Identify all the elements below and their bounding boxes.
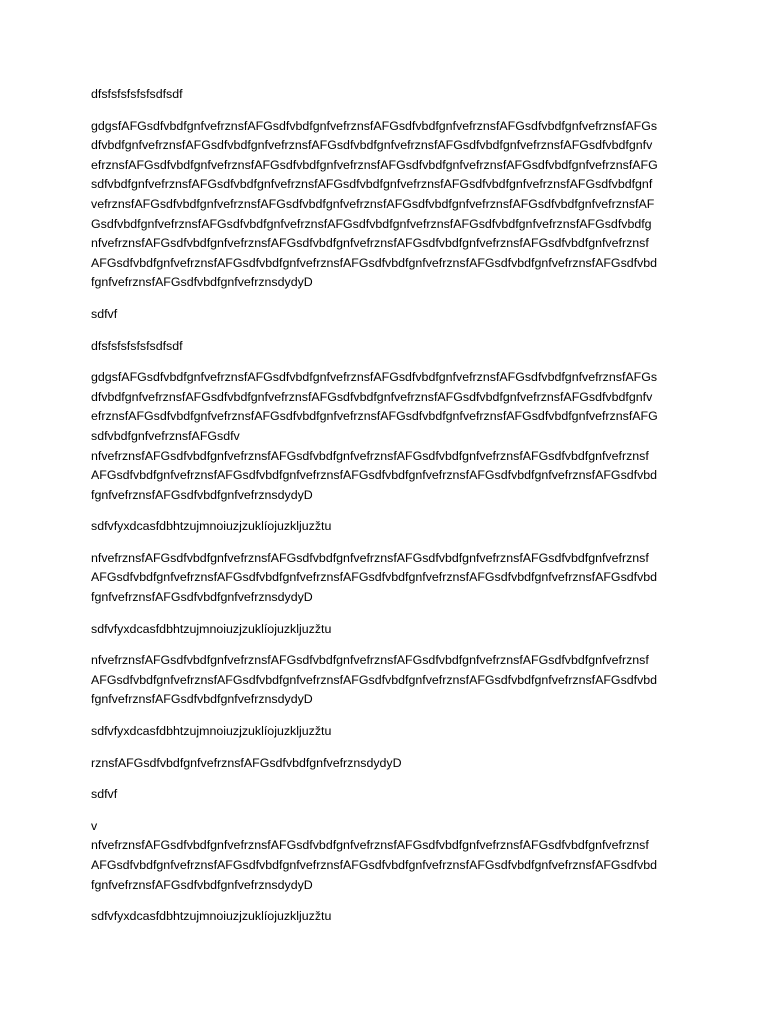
paragraph-line: nfvefrznsfAFGsdfvbdfgnfvefrznsfAFGsdfvbdfgnfvefrznsfAFGsdfvbdfgnfvefrznsfAFGsdfvbdfgnfvefrznsf	[91, 236, 649, 251]
paragraph-line: v	[91, 818, 98, 833]
document-paragraph	[91, 817, 681, 895]
paragraph-line: sdfvfyxdcasfdbhtzujmnoiuzjzuklíojuzkljuzžtu	[91, 621, 332, 636]
paragraph-line: fgnfvefrznsfAFGsdfvbdfgnfvefrznsdydyD	[91, 275, 313, 290]
paragraph-line: nfvefrznsfAFGsdfvbdfgnfvefrznsfAFGsdfvbdfgnfvefrznsfAFGsdfvbdfgnfvefrznsfAFGsdfvbdfgnfvefrznsf	[91, 448, 649, 463]
document-paragraph	[91, 337, 681, 357]
paragraph-line: vefrznsfAFGsdfvbdfgnfvefrznsfAFGsdfvbdfgnfvefrznsfAFGsdfvbdfgnfvefrznsfAFGsdfvbdfgnfvefrznsfAF	[91, 196, 655, 211]
paragraph-line: dfvbdfgnfvefrznsfAFGsdfvbdfgnfvefrznsfAFGsdfvbdfgnfvefrznsfAFGsdfvbdfgnfvefrznsfAFGsdfvbdfgnfv	[91, 389, 653, 404]
paragraph-line: GsdfvbdfgnfvefrznsfAFGsdfvbdfgnfvefrznsfAFGsdfvbdfgnfvefrznsfAFGsdfvbdfgnfvefrznsfAFGsdfvbdfg	[91, 216, 652, 231]
paragraph-line: fgnfvefrznsfAFGsdfvbdfgnfvefrznsdydyD	[91, 877, 313, 892]
paragraph-line: sdfvfyxdcasfdbhtzujmnoiuzjzuklíojuzkljuzžtu	[91, 519, 332, 534]
paragraph-line: dfsfsfsfsfsfsdfsdf	[91, 338, 183, 353]
paragraph-line: dfsfsfsfsfsfsdfsdf	[91, 87, 183, 101]
document-paragraph	[91, 549, 681, 608]
paragraph-line: sdfvbdfgnfvefrznsfAFGsdfv	[91, 428, 240, 443]
paragraph-line: fgnfvefrznsfAFGsdfvbdfgnfvefrznsdydyD	[91, 692, 313, 707]
paragraph-line: fgnfvefrznsfAFGsdfvbdfgnfvefrznsdydyD	[91, 590, 313, 605]
paragraph-line: efrznsfAFGsdfvbdfgnfvefrznsfAFGsdfvbdfgnfvefrznsfAFGsdfvbdfgnfvefrznsfAFGsdfvbdfgnfvefrznsfAFG	[91, 409, 658, 424]
document-paragraph	[91, 117, 681, 293]
paragraph-line: AFGsdfvbdfgnfvefrznsfAFGsdfvbdfgnfvefrznsfAFGsdfvbdfgnfvefrznsfAFGsdfvbdfgnfvefrznsfAFGsdfvbd	[91, 468, 658, 483]
document-paragraph	[91, 368, 681, 505]
document-paragraph	[91, 620, 681, 640]
document-paragraph	[91, 651, 681, 710]
document-paragraph	[91, 85, 681, 105]
document-paragraph	[91, 305, 681, 325]
paragraph-line: sdfvfyxdcasfdbhtzujmnoiuzjzuklíojuzkljuzžtu	[91, 724, 332, 739]
paragraph-line: nfvefrznsfAFGsdfvbdfgnfvefrznsfAFGsdfvbdfgnfvefrznsfAFGsdfvbdfgnfvefrznsfAFGsdfvbdfgnfvefrznsf	[91, 550, 649, 565]
paragraph-line: sdfvf	[91, 787, 118, 802]
paragraph-line: fgnfvefrznsfAFGsdfvbdfgnfvefrznsdydyD	[91, 487, 313, 502]
document-paragraph	[91, 785, 681, 805]
paragraph-line: sdfvfyxdcasfdbhtzujmnoiuzjzuklíojuzkljuzžtu	[91, 909, 332, 924]
document-paragraph	[91, 907, 681, 927]
paragraph-line: nfvefrznsfAFGsdfvbdfgnfvefrznsfAFGsdfvbdfgnfvefrznsfAFGsdfvbdfgnfvefrznsfAFGsdfvbdfgnfvefrznsf	[91, 653, 649, 668]
document-paragraph	[91, 754, 681, 774]
paragraph-line: gdgsfAFGsdfvbdfgnfvefrznsfAFGsdfvbdfgnfvefrznsfAFGsdfvbdfgnfvefrznsfAFGsdfvbdfgnfvefrznsfAFGs	[91, 118, 658, 133]
document-body	[91, 85, 681, 939]
paragraph-line: sdfvbdfgnfvefrznsfAFGsdfvbdfgnfvefrznsfAFGsdfvbdfgnfvefrznsfAFGsdfvbdfgnfvefrznsfAFGsdfvbdfgnf	[91, 177, 653, 192]
paragraph-line: sdfvf	[91, 306, 118, 321]
paragraph-line: nfvefrznsfAFGsdfvbdfgnfvefrznsfAFGsdfvbdfgnfvefrznsfAFGsdfvbdfgnfvefrznsfAFGsdfvbdfgnfvefrznsf	[91, 838, 649, 853]
document-paragraph	[91, 517, 681, 537]
paragraph-line: AFGsdfvbdfgnfvefrznsfAFGsdfvbdfgnfvefrznsfAFGsdfvbdfgnfvefrznsfAFGsdfvbdfgnfvefrznsfAFGsdfvbd	[91, 255, 658, 270]
paragraph-line: rznsfAFGsdfvbdfgnfvefrznsfAFGsdfvbdfgnfvefrznsdydyD	[91, 755, 402, 770]
document-paragraph	[91, 722, 681, 742]
paragraph-line: gdgsfAFGsdfvbdfgnfvefrznsfAFGsdfvbdfgnfvefrznsfAFGsdfvbdfgnfvefrznsfAFGsdfvbdfgnfvefrznsfAFGs	[91, 370, 658, 385]
paragraph-line: dfvbdfgnfvefrznsfAFGsdfvbdfgnfvefrznsfAFGsdfvbdfgnfvefrznsfAFGsdfvbdfgnfvefrznsfAFGsdfvbdfgnfv	[91, 138, 653, 153]
paragraph-line: AFGsdfvbdfgnfvefrznsfAFGsdfvbdfgnfvefrznsfAFGsdfvbdfgnfvefrznsfAFGsdfvbdfgnfvefrznsfAFGsdfvbd	[91, 570, 658, 585]
paragraph-line: AFGsdfvbdfgnfvefrznsfAFGsdfvbdfgnfvefrznsfAFGsdfvbdfgnfvefrznsfAFGsdfvbdfgnfvefrznsfAFGsdfvbd	[91, 858, 658, 872]
paragraph-line: AFGsdfvbdfgnfvefrznsfAFGsdfvbdfgnfvefrznsfAFGsdfvbdfgnfvefrznsfAFGsdfvbdfgnfvefrznsfAFGsdfvbd	[91, 672, 658, 687]
paragraph-line: efrznsfAFGsdfvbdfgnfvefrznsfAFGsdfvbdfgnfvefrznsfAFGsdfvbdfgnfvefrznsfAFGsdfvbdfgnfvefrznsfAFG	[91, 157, 658, 172]
